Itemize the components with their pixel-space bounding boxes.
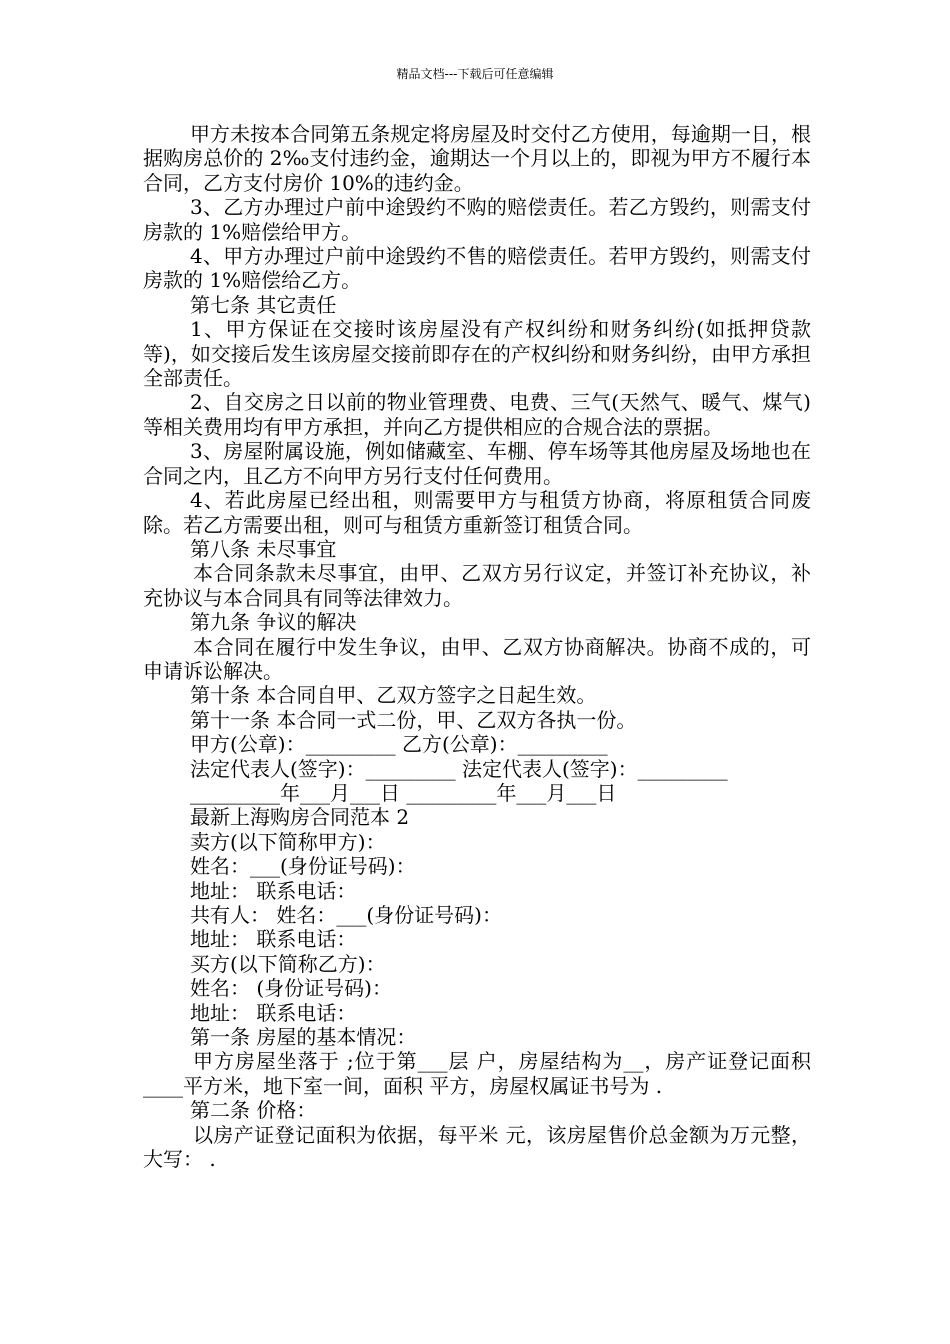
- seller-heading: 卖方(以下简称甲方)：: [190, 829, 386, 854]
- paragraph-supplementary-agreement: 本合同条款未尽事宜，由甲、乙双方另行议定，并签订补充协议，补充协议与本合同具有同等法律效力。: [143, 561, 811, 610]
- document-body: [143, 122, 811, 1171]
- article-11: 第十一条 本合同一式二份，甲、乙双方各执一份。: [190, 707, 637, 732]
- article-8-heading: 第八条 未尽事宜: [190, 536, 337, 561]
- paragraph-seller-breach: 4、甲方办理过户前中途毁约不售的赔偿责任。若甲方毁约，则需支付房款的 1%赔偿给乙方。: [143, 244, 811, 293]
- paragraph-late-delivery-penalty: 甲方未按本合同第五条规定将房屋及时交付乙方使用，每逾期一日，根据购房总价的 2‰支付违约金，逾期达一个月以上的，即视为甲方不履行本合同，乙方支付房价 10%的违约金。: [143, 122, 811, 195]
- buyer-address-line: 地址： 联系电话：: [190, 1000, 357, 1025]
- section-title-template-2: 最新上海购房合同范本 2: [190, 805, 410, 830]
- page-header: 精品文档---下载后可任意编辑: [396, 67, 554, 81]
- paragraph-buyer-breach: 3、乙方办理过户前中途毁约不购的赔偿责任。若乙方毁约，则需支付房款的 1%赔偿给甲方。: [143, 195, 811, 244]
- paragraph-price: 以房产证登记面积为依据，每平米 元，该房屋售价总金额为万元整，大写： .: [143, 1122, 811, 1172]
- seller-name-line: 姓名：___(身份证号码)：: [190, 854, 416, 879]
- date-line: _________年___月___日 _________年___月___日: [190, 780, 617, 805]
- co-owner-line: 共有人： 姓名：___(身份证号码)：: [190, 903, 502, 927]
- article-2-heading: 第二条 价格：: [190, 1098, 317, 1123]
- article-9-heading: 第九条 争议的解决: [190, 610, 357, 635]
- paragraph-property-details: 甲方房屋坐落于 ;位于第___层 户，房屋结构为__，房产证登记面积____平方米，地下室一间，面积 平方，房屋权属证书号为 .: [143, 1049, 811, 1098]
- paragraph-dispute-resolution: 本合同在履行中发生争议，由甲、乙双方协商解决。协商不成的，可申请诉讼解决。: [143, 634, 811, 683]
- article-10: 第十条 本合同自甲、乙双方签字之日起生效。: [190, 683, 597, 708]
- signature-line: 法定代表人(签字)：_________ 法定代表人(签字)：_________: [190, 756, 728, 781]
- article-1-heading: 第一条 房屋的基本情况：: [190, 1025, 417, 1050]
- paragraph-property-disputes: 1、甲方保证在交接时该房屋没有产权纠纷和财务纠纷(如抵押贷款等)，如交接后发生该房屋交接前即存在的产权纠纷和财务纠纷，由甲方承担全部责任。: [143, 317, 811, 391]
- paragraph-ancillary-facilities: 3、房屋附属设施，例如储藏室、车棚、停车场等其他房屋及场地也在合同之内，且乙方不向甲方另行支付任何费用。: [143, 439, 811, 488]
- buyer-heading: 买方(以下简称乙方)：: [190, 951, 386, 976]
- seller-address-line: 地址： 联系电话：: [190, 878, 357, 903]
- seal-line: 甲方(公章)：_________ 乙方(公章)：_________: [190, 732, 608, 757]
- paragraph-lease: 4、若此房屋已经出租，则需要甲方与租赁方协商，将原租赁合同废除。若乙方需要出租，则可与租赁方重新签订租赁合同。: [143, 488, 811, 537]
- buyer-name-line: 姓名： (身份证号码)：: [190, 976, 392, 1001]
- paragraph-utility-fees: 2、自交房之日以前的物业管理费、电费、三气(天然气、暖气、煤气)等相关费用均有甲方承担，并向乙方提供相应的合规合法的票据。: [143, 390, 811, 439]
- article-7-heading: 第七条 其它责任: [190, 292, 337, 317]
- co-owner-address-line: 地址： 联系电话：: [190, 927, 357, 952]
